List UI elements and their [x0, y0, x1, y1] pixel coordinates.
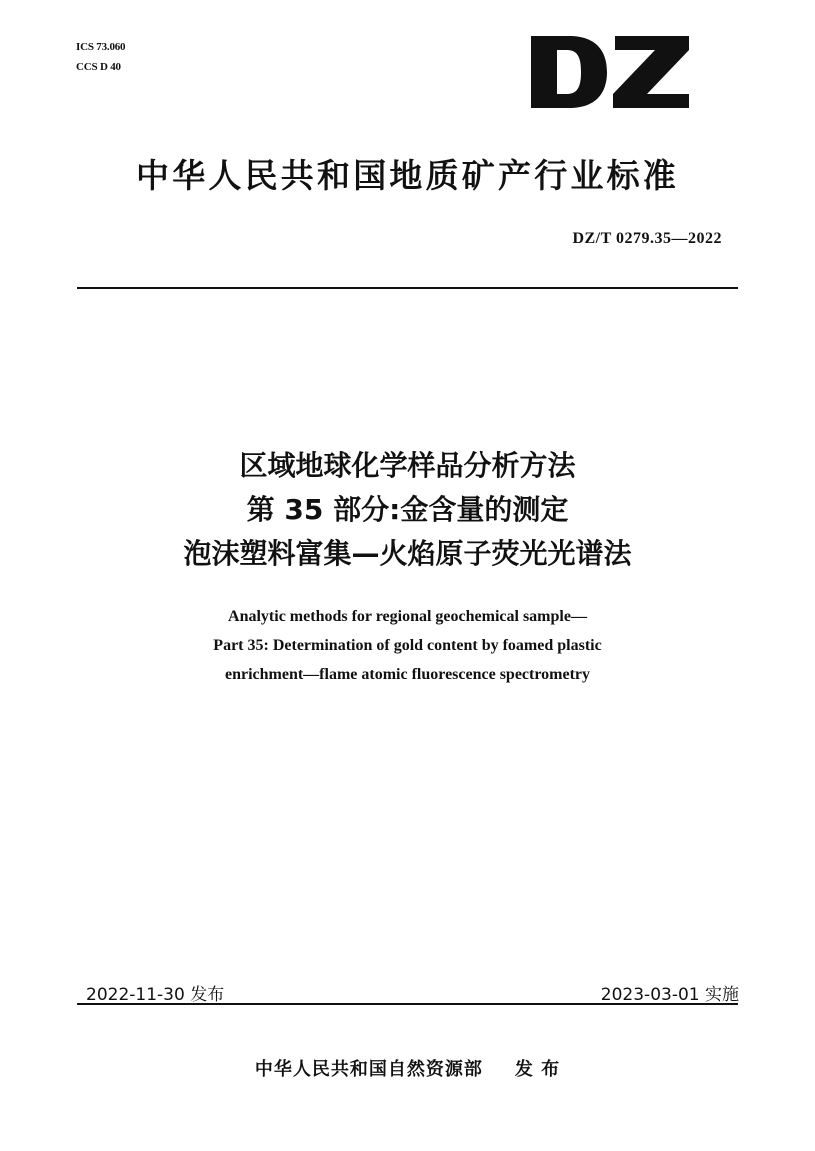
publisher-name: 中华人民共和国自然资源部	[254, 1059, 483, 1080]
publisher-action: 发 布	[514, 1059, 561, 1080]
header-divider	[77, 287, 738, 289]
english-title-line-1: Analytic methods for regional geochemical sample—	[228, 608, 587, 625]
english-title-line-3: enrichment—flame atomic fluorescence spectrometry	[224, 666, 591, 683]
standard-number: DZ/T 0279.35—2022	[572, 230, 722, 247]
dz-logo	[529, 34, 691, 110]
ccs-code: CCS D 40	[76, 61, 121, 73]
issue-date: 2022-11-30 发布	[86, 985, 225, 1005]
publisher-line	[0, 1055, 815, 1081]
implementation-date: 2023-03-01 实施	[600, 985, 739, 1005]
standard-type-heading: 中华人民共和国地质矿产行业标准	[136, 156, 679, 195]
ics-code: ICS 73.060	[76, 41, 126, 53]
english-title-line-2: Part 35: Determination of gold content by foamed plastic	[213, 637, 602, 654]
footer-divider	[77, 1003, 738, 1005]
chinese-title	[0, 444, 815, 576]
classification-codes	[76, 37, 125, 77]
chinese-title-line-3: 泡沫塑料富集—火焰原子荧光光谱法	[183, 537, 632, 570]
chinese-title-line-1: 区域地球化学样品分析方法	[239, 449, 576, 482]
chinese-title-line-2: 第 35 部分:金含量的测定	[246, 493, 569, 526]
english-title	[0, 602, 815, 689]
